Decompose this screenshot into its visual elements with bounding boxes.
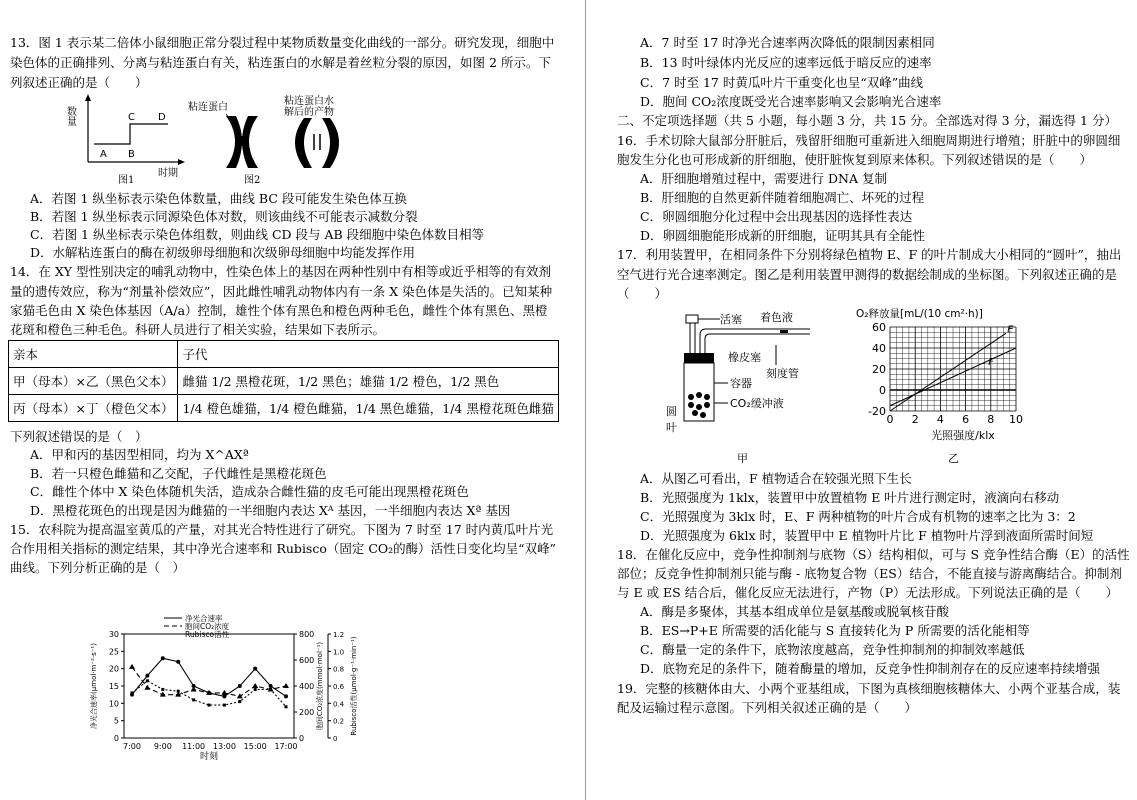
apparatus-valve-label: 活塞 — [720, 313, 742, 326]
table-row — [9, 341, 559, 368]
q13-option-c: C．若图 1 纵坐标表示染色体组数，则曲线 CD 段与 AB 段细胞中染色体数目相等 — [30, 227, 485, 242]
y2-axis-label: 胞间CO₂浓度(mmol·mol⁻¹) — [316, 641, 324, 731]
q16-stem-1: 16．手术切除大鼠部分肝脏后，残留肝细胞可重新进入细胞周期进行增殖；肝脏中的卵圆细 — [617, 133, 1121, 148]
q17-option-d: D．光照强度为 6klx 时，装置甲中 E 植物叶片比 F 植物叶片浮到液面所需时间短 — [640, 528, 1094, 543]
q13-option-a: A．若图 1 纵坐标表示染色体数量，曲线 BC 段可能发生染色体互换 — [30, 191, 407, 206]
y3-tick-label: 0.6 — [333, 683, 345, 691]
line-f-label: F — [988, 356, 995, 368]
x-tick-label: 0 — [886, 413, 894, 426]
y-tick-label: 15 — [108, 682, 119, 691]
q18-option-a: A．酶是多聚体，其基本组成单位是氨基酸或脱氧核苷酸 — [640, 604, 950, 619]
q17-stem-3: （ ） — [617, 286, 668, 301]
q16-option-b: B．肝细胞的自然更新伴随着细胞凋亡、坏死的过程 — [640, 190, 925, 205]
data-point — [238, 684, 242, 688]
table-row — [9, 368, 559, 395]
column-divider — [585, 0, 586, 800]
data-point — [252, 683, 258, 688]
data-point — [146, 679, 149, 682]
chart-frame — [124, 634, 294, 738]
x-axis-label: 光照强度/klx — [931, 429, 995, 442]
q14-stem-5: 下列叙述错误的是（ ） — [10, 429, 148, 444]
apparatus-leaf-label-2: 叶 — [666, 421, 677, 434]
table-cell: 雌猫 1/2 黑橙花斑，1/2 黑色；雄猫 1/2 橙色，1/2 黑色 — [178, 368, 558, 395]
y-tick-label: 0 — [879, 384, 886, 397]
x-tick-label: 4 — [936, 413, 944, 426]
q13-figure-2 — [186, 96, 366, 176]
y-tick-label: 25 — [108, 647, 119, 657]
y-tick-label: 5 — [113, 716, 119, 726]
q14-stem-4: 花斑和橙色三种毛色。科研人员进行了相关实验，结果如下表所示。 — [10, 322, 386, 337]
data-point — [238, 700, 241, 703]
x-tick-label: 10 — [1009, 413, 1023, 426]
q15-option-c: C．7 时至 17 时黄瓜叶片干重变化也呈“双峰”曲线 — [640, 75, 924, 90]
x-tick-label: 7:00 — [123, 742, 141, 751]
x-tick-label: 8 — [987, 413, 995, 426]
data-point — [269, 688, 272, 691]
fig1-xlabel: 时期 — [158, 168, 178, 179]
q14-option-c: C．雌性个体中 X 染色体随机失活，造成杂合雌性猫的皮毛可能出现黑橙花斑色 — [30, 484, 469, 499]
q15-stem-1: 15．农科院为提高温室黄瓜的产量，对其光合特性进行了研究。下图为 7 时至 17 时内黄瓜叶片光 — [10, 522, 554, 537]
data-point — [145, 674, 149, 678]
table-cell: 甲（母本）×乙（黑色父本） — [9, 368, 178, 395]
q17-stem-2: 空气进行光合速率测定。图乙是利用装置甲测得的数据绘制成的坐标图。下列叙述正确的是 — [617, 267, 1118, 282]
y-tick-label: 0 — [113, 734, 119, 743]
y3-axis-label: Rubisco活性(μmol·g⁻¹·min⁻¹) — [350, 636, 358, 736]
y-tick-label: 40 — [872, 342, 886, 355]
y2-tick-label: 0 — [299, 734, 305, 743]
q14-option-b: B．若一只橙色雌猫和乙交配，子代雌性是黑橙花斑色 — [30, 466, 327, 481]
q14-stem-2: 量的遗传效应，称为“剂量补偿效应”，因此雌性哺乳动物体内有一条 X 染色体是失活的。已知某种 — [10, 284, 553, 299]
q15-chart — [84, 612, 374, 760]
data-point — [284, 694, 288, 698]
x-tick-label: 17:00 — [274, 742, 298, 751]
table-header-offspring: 子代 — [178, 341, 558, 368]
legend-label: 净光合速率 — [185, 614, 223, 623]
q15-stem-3: 曲线。下列分析正确的是（ ） — [10, 560, 186, 575]
apparatus-buffer-label: CO₂缓冲液 — [730, 397, 784, 410]
data-point — [283, 683, 289, 688]
y2-tick-label: 200 — [299, 708, 315, 717]
data-point — [176, 660, 180, 664]
line-e-label: E — [1007, 324, 1014, 336]
y-tick-label: 60 — [872, 321, 886, 334]
q13-stem-2: 染色体的正确排列、分离与粘连蛋白有关，粘连蛋白的水解是着丝粒分裂的原因，如图 2 所示。下 — [10, 55, 551, 70]
y2-tick-label: 800 — [299, 630, 315, 639]
data-point — [285, 705, 288, 708]
data-point — [237, 693, 243, 698]
apparatus-stopper-label: 橡皮塞 — [728, 351, 761, 364]
data-point — [144, 685, 150, 690]
q17-stem-1: 17．利用装置甲，在相同条件下分别将绿色植物 E、F 的叶片制成大小相同的“圆叶”，抽出 — [617, 247, 1122, 262]
q13-figure-1 — [64, 92, 190, 184]
q19-stem-1: 19．完整的核糖体由大、小两个亚基组成，下图为真核细胞核糖体大、小两个亚基合成，装 — [617, 681, 1121, 696]
q14-option-a: A．甲和丙的基因型相同，均为 X^AXª — [30, 447, 249, 462]
legend-label: Rubisco活性 — [185, 630, 230, 639]
q15-option-d: D．胞间 CO₂浓度既受光合速率影响又会影响光合速率 — [640, 94, 942, 109]
apparatus-leaf-label-1: 圆 — [666, 405, 677, 418]
q16-option-a: A．肝细胞增殖过程中，需要进行 DNA 复制 — [640, 171, 887, 186]
fig1-ylabel: 数量 — [64, 106, 76, 126]
y2-tick-label: 600 — [299, 656, 315, 665]
fig1-point-a: A — [100, 149, 107, 160]
x-tick-label: 13:00 — [212, 742, 236, 751]
y2-tick-label: 400 — [299, 682, 315, 691]
y-tick-label: 10 — [108, 699, 119, 709]
data-point — [223, 704, 226, 707]
q16-option-d: D．卵圆细胞能形成新的肝细胞，证明其具有全能性 — [640, 228, 926, 243]
table-cell: 1/4 橙色雄猫，1/4 橙色雌猫，1/4 黑色雄猫，1/4 黑橙花斑色雌猫 — [178, 395, 558, 422]
y-axis-label: 净光合速率(μmol·m⁻²·s⁻¹) — [90, 643, 98, 729]
x-axis-label: 时刻 — [199, 752, 219, 762]
data-point — [253, 667, 257, 671]
q15-option-b: B．13 时叶绿体内光反应的速率远低于暗反应的速率 — [640, 55, 932, 70]
q17-option-b: B．光照强度为 1klx，装置甲中放置植物 E 叶片进行测定时，液滴向右移动 — [640, 490, 1060, 505]
q17-option-c: C．光照强度为 3klx 时，E、F 两种植物的叶片合成有机物的速率之比为 3：2 — [640, 509, 1076, 524]
data-point — [129, 664, 135, 669]
y3-tick-label: 0 — [333, 735, 338, 743]
data-point — [221, 690, 227, 695]
data-point — [161, 656, 165, 660]
fig2-label-cohesin: 粘连蛋白 — [188, 102, 228, 113]
table-row — [9, 395, 559, 422]
y-tick-label: -20 — [868, 405, 886, 418]
y-tick-label: 20 — [872, 363, 886, 376]
y3-tick-label: 0.8 — [333, 665, 345, 674]
q18-option-d: D．底物充足的条件下，随着酶量的增加，反竞争性抑制剂存在的反应速率持续增强 — [640, 661, 1101, 676]
data-point — [222, 694, 226, 698]
q18-option-b: B．ES→P+E 所需要的活化能与 S 直接转化为 P 所需要的活化能相等 — [640, 623, 1030, 638]
q14-table — [8, 340, 559, 422]
q13-stem-1: 13．图 1 表示某二倍体小鼠细胞正常分裂过程中某物质数量变化曲线的一部分。研究发现，细胞中 — [10, 35, 555, 50]
x-tick-label: 2 — [911, 413, 919, 426]
y-tick-label: 30 — [108, 630, 119, 639]
y-tick-label: 20 — [108, 664, 119, 674]
q18-stem-2: 部位；反竞争性抑制剂只能与酶 - 底物复合物（ES）结合，不能直接与游离酶结合。抑制剂 — [617, 566, 1122, 581]
legend-label: 胞间CO₂浓度 — [185, 622, 230, 631]
q17-apparatus — [660, 305, 860, 445]
fig2-label-product-1: 粘连蛋白水 — [284, 96, 334, 107]
x-tick-label: 15:00 — [243, 742, 267, 751]
data-point — [161, 688, 164, 691]
q13-stem-3: 列叙述正确的是（ ） — [10, 75, 148, 90]
fig2-caption: 图2 — [244, 175, 261, 186]
table-cell: 丙（母本）×丁（橙色父本） — [9, 395, 178, 422]
x-tick-label: 11:00 — [182, 742, 206, 751]
data-point — [254, 688, 257, 691]
apparatus-container-label: 容器 — [730, 377, 752, 390]
y3-tick-label: 0.2 — [333, 717, 345, 726]
q18-stem-3: 与 E 或 ES 结合后，催化反应无法进行，产物（P）无法形成。下列说法正确的是（ ） — [617, 585, 1119, 600]
q17-graph — [852, 305, 1032, 445]
section-2-heading: 二、不定项选择题（共 5 小题，每小题 3 分，共 15 分。全部选对得 3 分，漏选得 1 分） — [617, 113, 1117, 128]
fig1-caption: 图1 — [118, 175, 135, 186]
apparatus-ink-label: 着色液 — [760, 311, 793, 324]
q17-option-a: A．从图乙可看出，F 植物适合在较强光照下生长 — [640, 471, 912, 486]
graph-title: O₂释放量[mL/(10 cm²·h)] — [856, 308, 983, 320]
q13-option-b: B．若图 1 纵坐标表示同源染色体对数，则该曲线不可能表示减数分裂 — [30, 209, 418, 224]
y3-tick-label: 1.0 — [333, 648, 345, 657]
q15-option-a: A．7 时至 17 时净光合速率两次降低的限制因素相同 — [640, 35, 935, 50]
q15-stem-2: 合作用相关指标的测定结果，其中净光合速率和 Rubisco（固定 CO₂的酶）活性日变化均呈“双峰” — [10, 541, 556, 556]
data-point — [131, 691, 134, 694]
apparatus-tube-label: 刻度管 — [766, 367, 799, 380]
fig2-label-product-2: 解后的产物 — [284, 107, 334, 118]
data-point — [192, 698, 195, 701]
fig1-point-b: B — [128, 149, 135, 160]
fig1-point-c: C — [128, 112, 135, 123]
data-point — [177, 690, 180, 693]
y3-tick-label: 1.2 — [333, 631, 345, 639]
y3-tick-label: 0.4 — [333, 700, 345, 709]
q16-option-c: C．卵圆细胞分化过程中会出现基因的选择性表达 — [640, 209, 913, 224]
fig1-point-d: D — [158, 112, 166, 123]
x-tick-label: 9:00 — [153, 742, 172, 751]
x-tick-label: 6 — [962, 413, 970, 426]
line-e — [890, 333, 1006, 411]
table-header-parent: 亲本 — [9, 341, 178, 368]
apparatus-caption: 甲 — [737, 452, 748, 465]
q18-option-c: C．酶量一定的条件下，底物浓度越高，竞争性抑制剂的抑制效率越低 — [640, 642, 1025, 657]
q14-stem-1: 14．在 XY 型性别决定的哺乳动物中，性染色体上的基因在两种性别中有相等或近乎相等的有效剂 — [10, 264, 552, 279]
q14-option-d: D．黑橙花斑色的出现是因为雌猫的一半细胞内表达 Xᴬ 基因，一半细胞内表达 Xª 基因 — [30, 503, 511, 518]
graph-caption: 乙 — [948, 452, 959, 465]
data-point — [208, 704, 211, 707]
q14-stem-3: 家猫毛色由 X 染色体基因（A/a）控制，雄性个体有黑色和橙色两种毛色，雌性个体有黑色、黑橙 — [10, 303, 548, 318]
q18-stem-1: 18．在催化反应中，竞争性抑制剂与底物（S）结构相似，可与 S 竞争性结合酶（E）的活性 — [617, 547, 1130, 562]
q13-option-d: D．水解粘连蛋白的酶在初级卵母细胞和次级卵母细胞中均能发挥作用 — [30, 245, 416, 260]
q16-stem-2: 胞发生分化也可形成新的肝细胞，使肝脏恢复到原来体积。下列叙述错误的是（ ） — [617, 152, 1093, 167]
q19-stem-2: 配及运输过程示意图。下列相关叙述正确的是（ ） — [617, 700, 918, 715]
